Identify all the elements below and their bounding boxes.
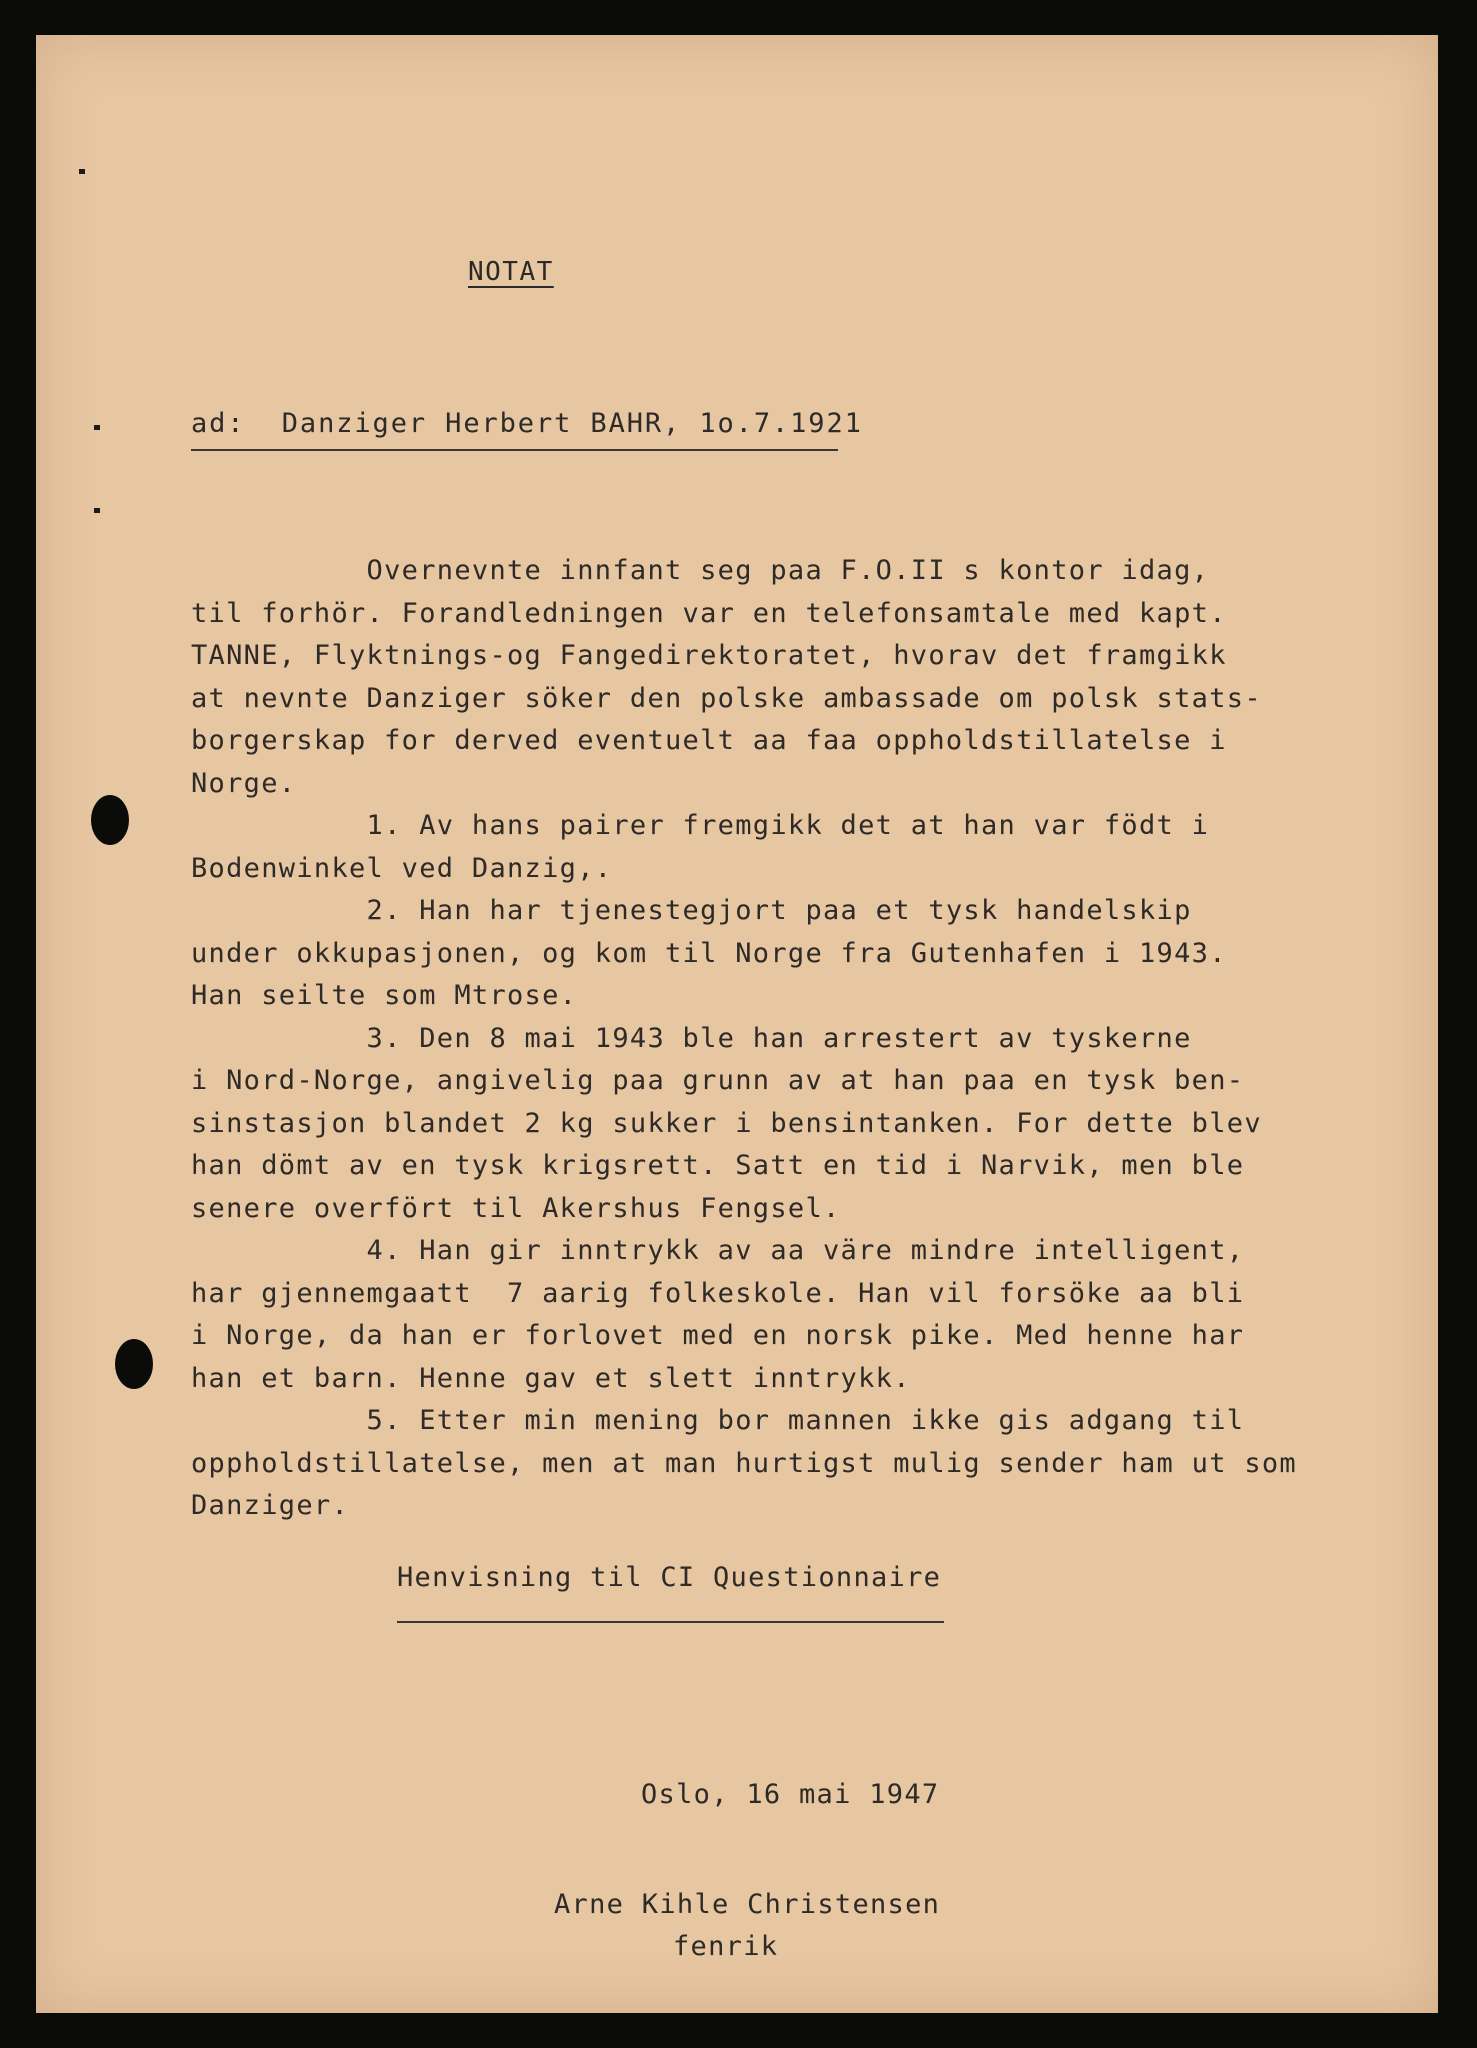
body-line: 1. Av hans pairer fremgikk det at han var födt i <box>191 810 1210 841</box>
body-line: Han seilte som Mtrose. <box>191 980 578 1011</box>
document-title: NOTAT <box>468 257 554 287</box>
reference-line: Henvisning til CI Questionnaire <box>397 1562 942 1593</box>
reference-rule <box>397 1621 944 1623</box>
body-line: i Norge, da han er forlovet med en norsk pike. Med henne har <box>191 1320 1245 1351</box>
body-line: Bodenwinkel ved Danzig,. <box>191 852 613 884</box>
body-line: i Nord-Norge, angivelig paa grunn av at han paa en tysk ben- <box>191 1065 1245 1096</box>
page-mark <box>94 425 100 430</box>
document-page <box>36 35 1438 2013</box>
punch-hole <box>91 795 129 845</box>
body-line: borgerskap for derved eventuelt aa faa oppholdstillatelse i <box>191 725 1227 756</box>
body-line: TANNE, Flyktnings-og Fangedirektoratet, hvorav det framgikk <box>191 640 1227 671</box>
body-line: 3. Den 8 mai 1943 ble han arrestert av tyskerne <box>191 1022 1192 1054</box>
subject-line: ad: Danziger Herbert BAHR, 1o.7.1921 <box>191 408 863 439</box>
body-line: oppholdstillatelse, men at man hurtigst mulig sender ham ut som <box>191 1447 1297 1479</box>
place-date: Oslo, 16 mai 1947 <box>641 1779 940 1810</box>
body-line: har gjennemgaatt 7 aarig folkeskole. Han vil forsöke aa bli <box>191 1277 1245 1309</box>
body-line: senere overfört til Akershus Fengsel. <box>191 1192 841 1224</box>
body-line: 5. Etter min mening bor mannen ikke gis adgang til <box>191 1405 1245 1436</box>
signature-name: Arne Kihle Christensen <box>554 1889 941 1920</box>
body-line: til forhör. Forandledningen var en telefonsamtale med kapt. <box>191 597 1227 629</box>
body-line: at nevnte Danziger söker den polske ambassade om polsk stats- <box>191 682 1262 714</box>
body-line: 2. Han har tjenestegjort paa et tysk handelskip <box>191 895 1192 926</box>
page-mark <box>79 169 85 174</box>
page-mark <box>94 508 100 513</box>
body-line: han et barn. Henne gav et slett inntrykk. <box>191 1362 911 1394</box>
body-line: han dömt av en tysk krigsrett. Satt en tid i Narvik, men ble <box>191 1150 1245 1181</box>
subject-rule <box>191 449 838 451</box>
body-line: Norge. <box>191 767 297 799</box>
body-line: sinstasjon blandet 2 kg sukker i bensintanken. For dette blev <box>191 1107 1262 1139</box>
body-line: Overnevnte innfant seg paa F.O.II s kontor idag, <box>191 555 1210 586</box>
body-line: under okkupasjonen, og kom til Norge fra Gutenhafen i 1943. <box>191 937 1227 969</box>
body-line: 4. Han gir inntrykk av aa väre mindre intelligent, <box>191 1235 1245 1266</box>
body-line: Danziger. <box>191 1490 349 1521</box>
punch-hole <box>115 1339 153 1389</box>
signature-rank: fenrik <box>673 1931 779 1962</box>
